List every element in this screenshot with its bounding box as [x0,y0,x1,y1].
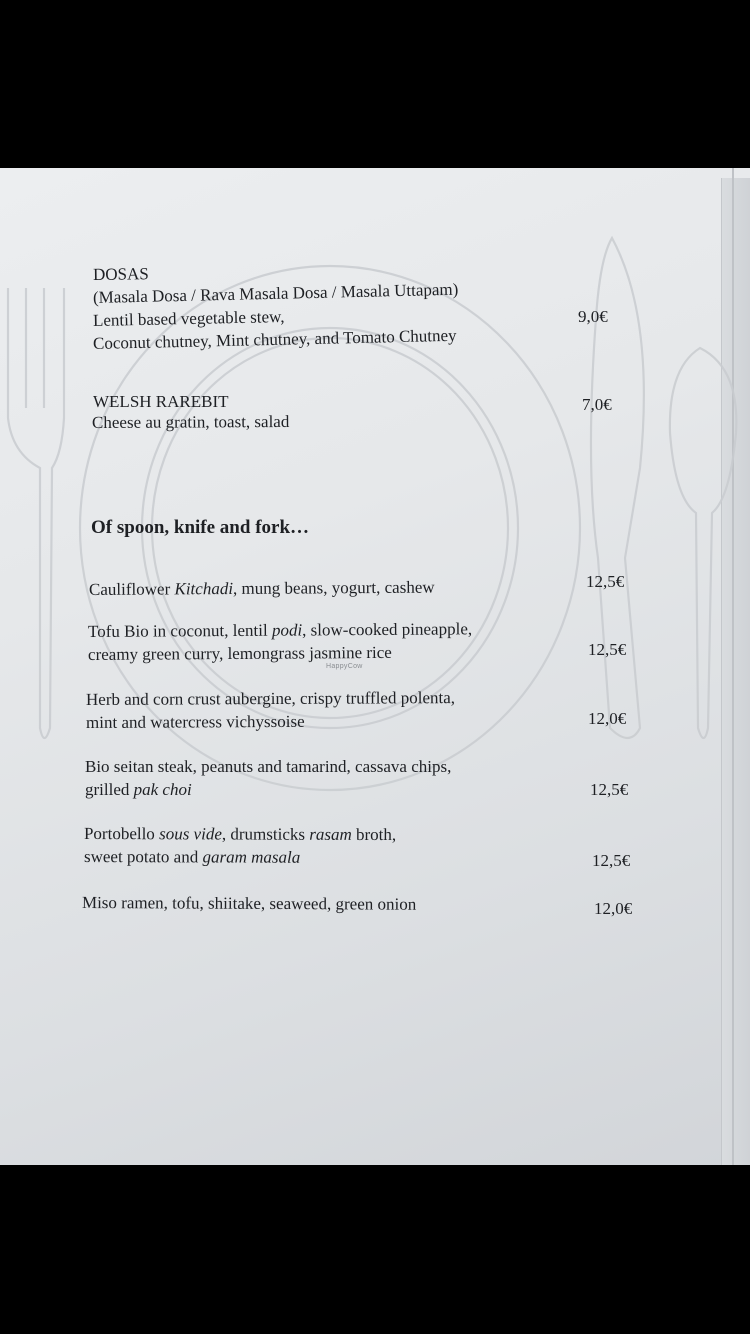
dish-1-line1 [89,579,435,598]
dish-1-line1-text-1: Kitchadi [174,578,234,599]
next-page-edge [721,178,750,1165]
dish-3-price: 12,0€ [588,709,627,728]
dish-5-line1-text-2: , drumsticks [221,824,310,844]
dosas-subtitle: (Masala Dosa / Rava Masala Dosa / Masala Uttapam) [92,279,459,307]
welsh-line1: Cheese au gratin, toast, salad [91,411,290,432]
dish-5-price: 12,5€ [592,851,631,870]
dish-5-line1-text-0: Portobello [83,824,160,844]
dish-2-line1 [88,620,472,640]
dish-2-line2 [88,644,392,663]
dish-4-line2-text-0: grilled [85,780,134,799]
dish-2-line1-text-0: Tofu Bio in coconut, lentil [87,620,272,641]
dish-6-line1 [82,894,416,913]
dish-3-line2-text-0: mint and watercress vichyssoise [85,711,305,732]
dish-6-line1-text-0: Miso ramen, tofu, shiitake, seaweed, green onion [81,893,417,914]
dosas-price: 9,0€ [578,307,608,326]
dish-5-line1-text-3: rasam [309,824,352,844]
dosas-line2: Coconut chutney, Mint chutney, and Tomato Chutney [92,325,457,353]
dish-4-line1 [85,758,451,775]
welsh-price: 7,0€ [582,395,612,414]
dish-2-line2-text-0: creamy green curry, lemongrass jasmine rice [87,642,392,664]
dish-1-price: 12,5€ [586,572,625,591]
dish-3-line1 [86,689,455,708]
dosas-title: DOSAS [92,264,149,284]
dish-5-line2 [84,848,300,866]
happycow-watermark: HappyCow [326,663,363,670]
dish-1-line1-text-0: Cauliflower [88,579,175,599]
menu-page-photo [0,168,750,1165]
dish-2-line1-text-1: podi [271,620,303,640]
dish-4-price: 12,5€ [590,780,629,799]
dish-1-line1-text-2: , mung beans, yogurt, cashew [232,577,435,598]
dish-2-price: 12,5€ [588,640,627,659]
dish-5-line1-text-4: broth, [351,824,397,845]
page-fold-line [732,168,734,1165]
dish-5-line1 [84,825,396,843]
dish-3-line2 [86,713,305,731]
dish-5-line1-text-1: sous vide [159,824,222,844]
dish-5-line2-text-1: garam masala [202,847,301,867]
welsh-title: WELSH RAREBIT [93,392,229,411]
dosas-line1: Lentil based vegetable stew, [92,306,285,330]
dish-6-price: 12,0€ [594,899,633,918]
dish-3-line1-text-0: Herb and corn crust aubergine, crispy truffled polenta, [85,688,456,709]
dish-4-line2-text-1: pak choi [133,780,192,799]
dish-4-line2 [85,781,192,798]
section-heading: Of spoon, knife and fork… [91,517,310,538]
dish-4-line1-text-0: Bio seitan steak, peanuts and tamarind, cassava chips, [85,757,452,776]
dish-2-line1-text-2: , slow-cooked pineapple, [302,619,473,640]
dish-5-line2-text-0: sweet potato and [83,847,203,867]
